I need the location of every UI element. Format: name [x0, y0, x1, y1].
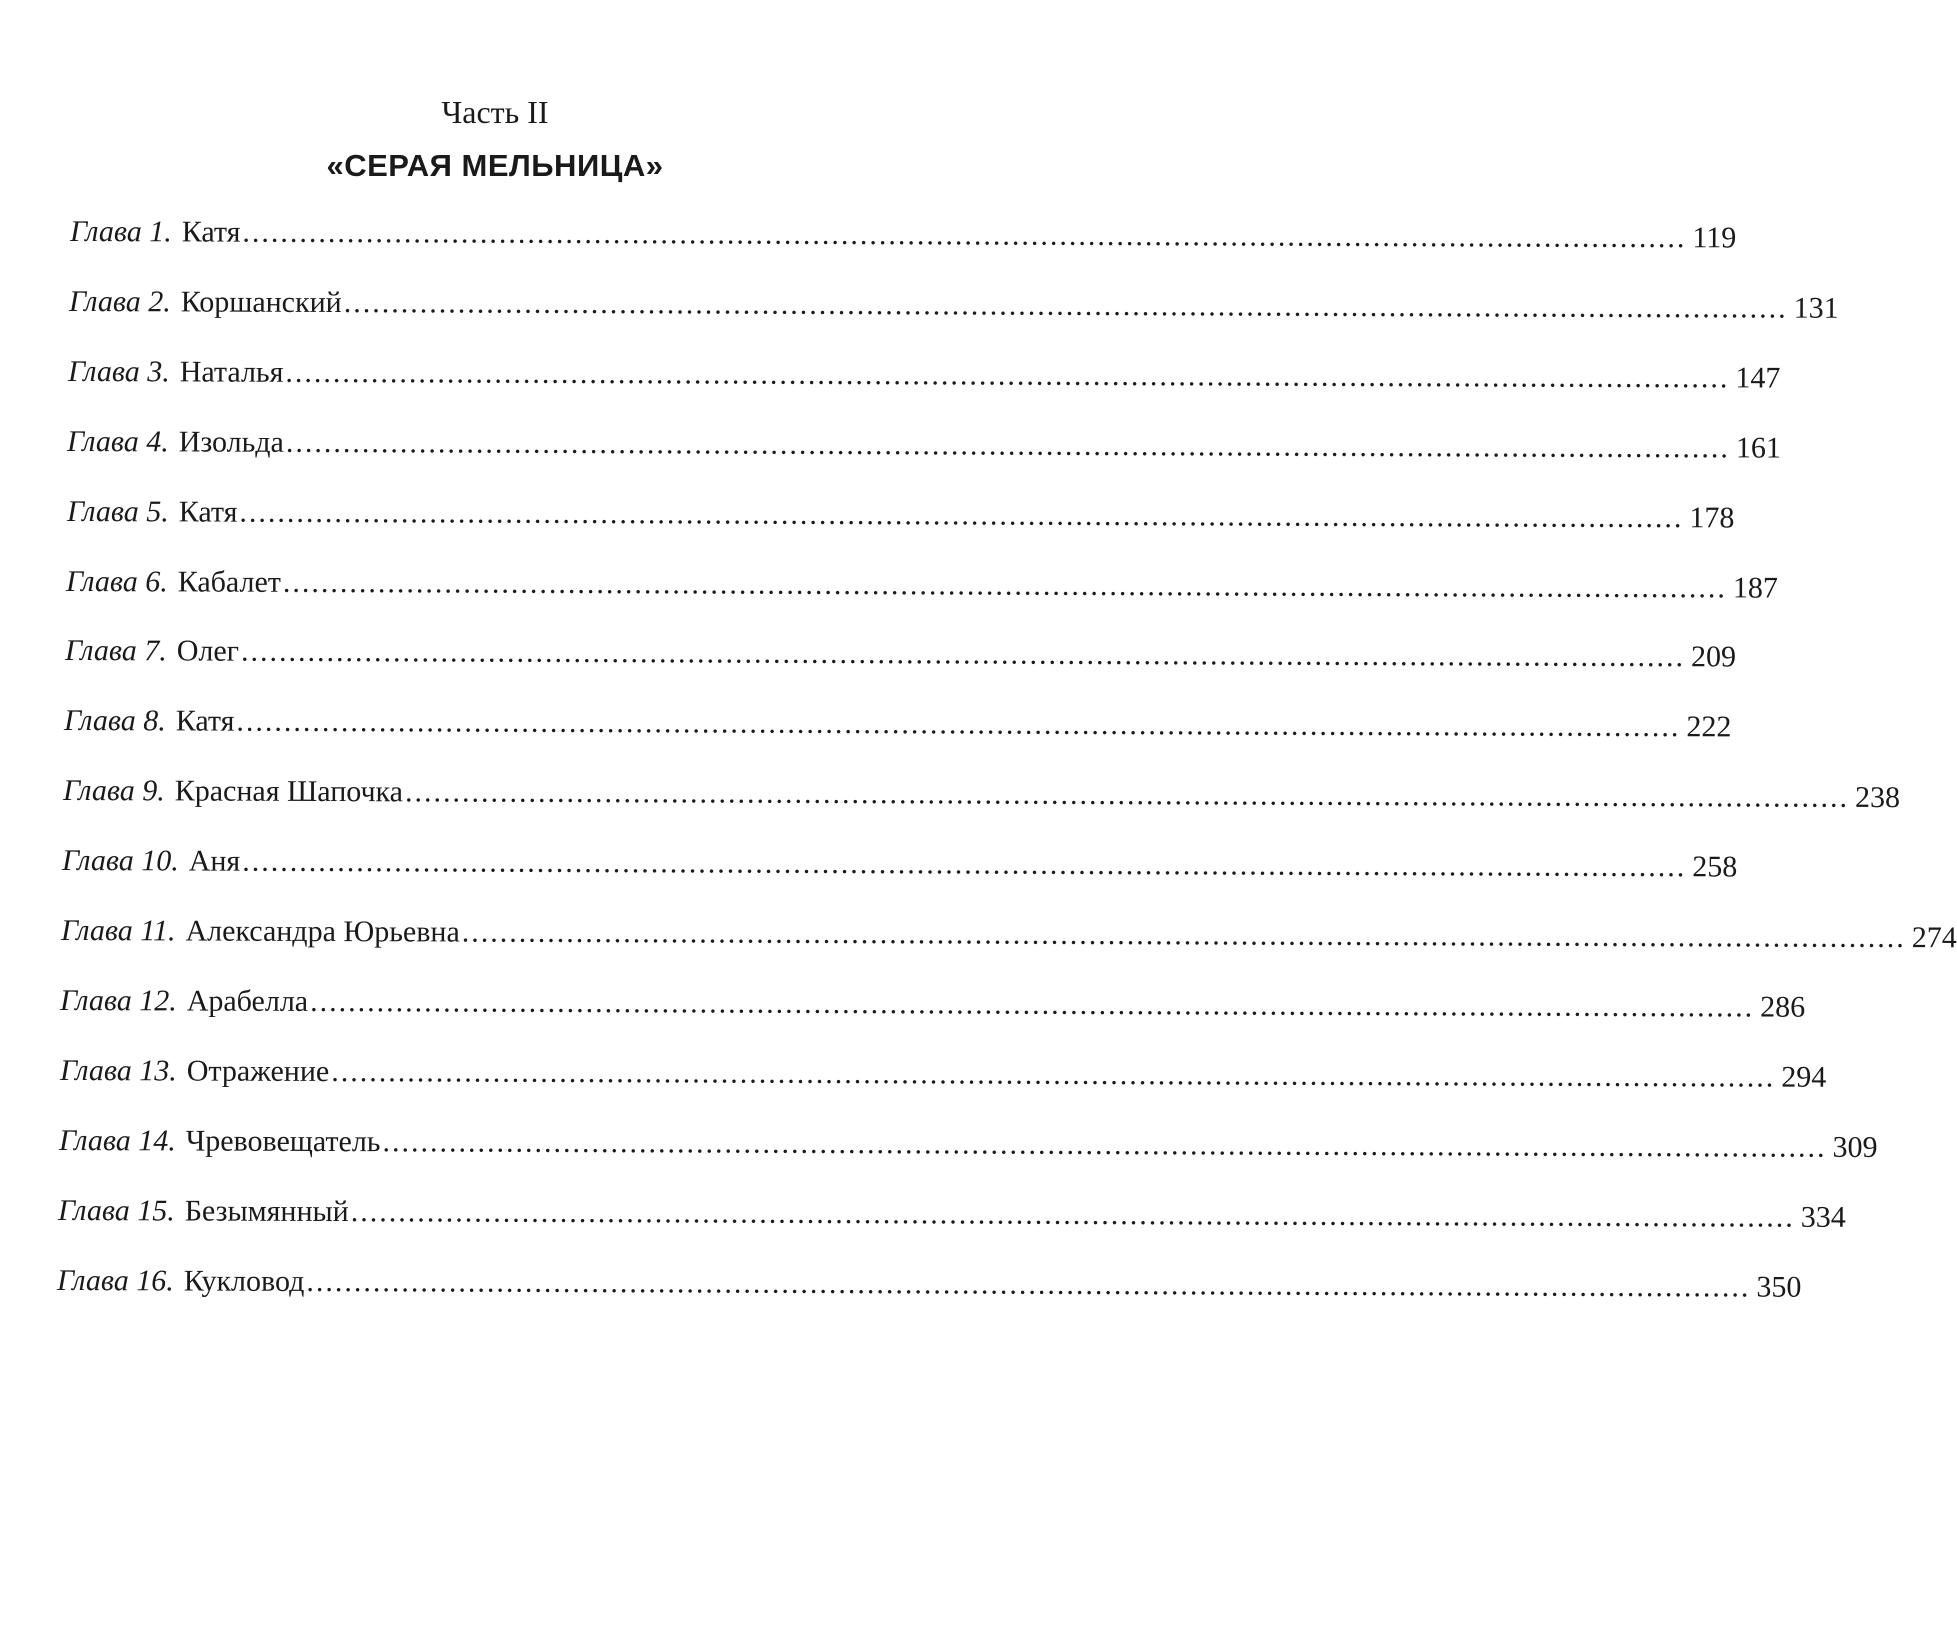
- dot-leader: ........................................................................................................................................................: [330, 1054, 1775, 1094]
- chapter-title: Олег: [176, 634, 239, 669]
- toc-entry: [65, 562, 1778, 605]
- toc-entry: [68, 352, 1781, 395]
- chapter-title: Безымянный: [184, 1194, 349, 1228]
- page-number: 286: [1760, 990, 1806, 1024]
- page-number: 334: [1800, 1200, 1846, 1234]
- chapter-title: Отражение: [186, 1054, 329, 1088]
- part-title: «СЕРАЯ МЕЛЬНИЦА»: [326, 148, 664, 183]
- page-number: 131: [1793, 291, 1839, 325]
- chapter-label: Глава 11.: [61, 914, 176, 948]
- chapter-label: Глава 13.: [59, 1053, 177, 1088]
- chapter-label: Глава 5.: [66, 494, 169, 528]
- dot-leader: ........................................................................................................................................................: [242, 215, 1687, 255]
- toc-entry: [58, 1121, 1878, 1164]
- page-number: 161: [1736, 431, 1782, 465]
- part-label: Часть II: [441, 94, 549, 130]
- dot-leader: ........................................................................................................................................................: [238, 495, 1683, 534]
- chapter-title: Кукловод: [183, 1263, 305, 1298]
- chapter-title: Чревовещатель: [185, 1124, 381, 1158]
- dot-leader: ........................................................................................................................................................: [310, 984, 1755, 1024]
- chapter-title: Катя: [175, 704, 235, 738]
- chapter-label: Глава 1.: [69, 215, 172, 249]
- chapter-label: Глава 4.: [67, 424, 170, 459]
- page-number: 350: [1756, 1270, 1802, 1304]
- chapter-title: Катя: [178, 495, 238, 529]
- page-number: 294: [1780, 1060, 1826, 1094]
- chapter-label: Глава 8.: [63, 704, 166, 738]
- page-number: 178: [1688, 500, 1734, 534]
- toc-entry: [69, 212, 1737, 255]
- chapter-title: Аня: [188, 844, 241, 878]
- chapter-label: Глава 9.: [63, 774, 165, 808]
- chapter-title: Александра Юрьевна: [185, 914, 461, 949]
- chapter-label: Глава 10.: [62, 844, 179, 878]
- dot-leader: ........................................................................................................................................................: [350, 1194, 1795, 1234]
- chapter-label: Глава 7.: [64, 634, 167, 668]
- toc-entry: [63, 771, 1901, 815]
- page-number: 309: [1832, 1130, 1878, 1164]
- page-number: 222: [1686, 710, 1732, 744]
- page-number: 258: [1692, 850, 1738, 884]
- dot-leader: ........................................................................................................................................................: [240, 635, 1685, 674]
- dot-leader: ........................................................................................................................................................: [286, 425, 1731, 465]
- chapter-label: Глава 14.: [58, 1123, 176, 1158]
- chapter-label: Глава 12.: [60, 983, 178, 1018]
- dot-leader: ........................................................................................................................................................: [242, 844, 1687, 884]
- chapter-title: Коршанский: [180, 285, 342, 319]
- page-number: 274: [1912, 921, 1957, 955]
- toc-entry: [67, 422, 1782, 465]
- dot-leader: ........................................................................................................................................................: [282, 565, 1727, 604]
- chapter-label: Глава 2.: [69, 284, 171, 319]
- dot-leader: ........................................................................................................................................................: [382, 1124, 1827, 1164]
- toc-entry: [56, 1261, 1802, 1304]
- page-number: 209: [1690, 640, 1736, 674]
- toc-entry: [63, 701, 1732, 744]
- page-number: 119: [1692, 221, 1737, 255]
- toc-entry: [66, 492, 1734, 535]
- dot-leader: ........................................................................................................................................................: [462, 915, 1907, 955]
- toc-entry: [69, 282, 1839, 325]
- chapter-title: Кабалет: [177, 564, 281, 599]
- toc-entry: [57, 1191, 1846, 1234]
- chapter-title: Изольда: [179, 425, 285, 459]
- chapter-label: Глава 3.: [68, 354, 171, 389]
- toc-entry: [62, 841, 1738, 884]
- chapter-title: Наталья: [179, 355, 284, 389]
- dot-leader: ........................................................................................................................................................: [285, 355, 1730, 395]
- chapter-label: Глава 6.: [65, 564, 168, 598]
- dot-leader: ........................................................................................................................................................: [343, 285, 1788, 325]
- page-number: 187: [1732, 570, 1778, 605]
- dot-leader: ........................................................................................................................................................: [405, 775, 1850, 815]
- toc-entry: [64, 631, 1736, 674]
- chapter-label: Глава 15.: [57, 1193, 175, 1228]
- toc-entry: [59, 1051, 1826, 1094]
- chapter-label: Глава 16.: [56, 1263, 174, 1297]
- dot-leader: ........................................................................................................................................................: [236, 704, 1681, 744]
- chapter-title: Катя: [181, 215, 241, 249]
- page-number: 147: [1735, 361, 1781, 395]
- page-number: 238: [1855, 781, 1901, 815]
- toc-entry: [60, 981, 1806, 1024]
- chapter-title: Арабелла: [187, 984, 309, 1018]
- toc-entry: [61, 911, 1957, 955]
- dot-leader: ........................................................................................................................................................: [306, 1264, 1751, 1304]
- chapter-title: Красная Шапочка: [174, 774, 404, 809]
